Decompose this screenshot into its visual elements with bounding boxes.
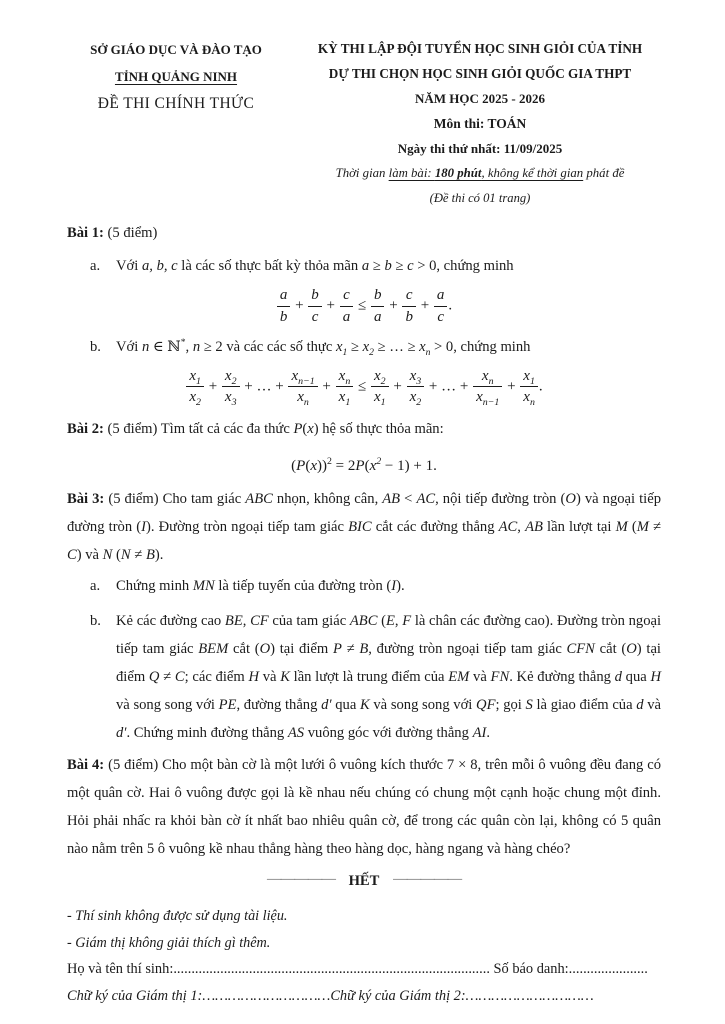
divider-rule-left: —————	[266, 871, 335, 888]
fraction: $\frac{c}{b}$	[402, 286, 416, 327]
fraction: $\frac{a}{c}$	[434, 286, 448, 327]
fraction: $\frac{x_2}{x_3}$	[222, 367, 240, 408]
item-marker: b.	[90, 338, 101, 355]
header	[67, 36, 661, 211]
item-text: Với a, b, c là các số thực bất kỳ thỏa mãn a ≥ b ≥ c > 0, chứng minh	[116, 258, 514, 274]
problem-3-statement: Bài 3: (5 điểm) Cho tam giác ABC nhọn, không cân, AB < AC, nội tiếp đường tròn (O) và ngoại tiếp đường tròn (I). Đường tròn ngoại tiếp tam giác BIC cắt các đường thẳng AC, AB lần lượt tại M (M ≠ C) và N (N ≠ B).	[67, 491, 662, 564]
issuing-authority-block	[67, 36, 285, 117]
note-no-materials: - Thí sinh không được sử dụng tài liệu.	[67, 908, 288, 925]
item-text: Với n ∈ ℕ*, n ≥ 2 và các các số thực $x_1 \ge x_2$ ≥ … ≥ $x_n > 0$, chứng minh	[116, 336, 531, 358]
problem-3-item-b	[90, 607, 661, 747]
fraction: $\frac{x_2}{x_1}$	[371, 367, 389, 408]
fraction: $\frac{x_1}{x_n}$	[520, 367, 538, 408]
problem-3-item-a	[90, 572, 661, 600]
problem-1-heading: Bài 1: (5 điểm)	[67, 225, 158, 241]
exam-info-block	[285, 36, 661, 211]
end-divider	[67, 867, 661, 895]
fraction: $\frac{c}{a}$	[340, 286, 354, 327]
page-count-note: (Đề thi có 01 trang)	[429, 191, 531, 205]
note-no-explanation: - Giám thị không giải thích gì thêm.	[67, 934, 271, 951]
item-text: Chứng minh MN là tiếp tuyến của đường tròn (I).	[116, 578, 405, 595]
item-marker: a.	[90, 258, 101, 274]
fraction: $\frac{x_n}{x_{n-1}}$	[473, 367, 502, 408]
exam-paper-type: ĐỀ THI CHÍNH THỨC	[97, 95, 255, 112]
province-name: TỈNH QUẢNG NINH	[114, 69, 238, 84]
problem-1a-formula: $\frac{a}{b}$ + $\frac{b}{c}$ + $\frac{c}{a}$ ≤ $\frac{b}{a}$ + $\frac{c}{b}$ + $\frac{a}{c}$ .	[67, 286, 661, 327]
fraction: $\frac{x_1}{x_2}$	[186, 367, 204, 408]
exam-date-line: Ngày thi thứ nhất: 11/09/2025	[397, 141, 563, 156]
department-name: SỞ GIÁO DỤC VÀ ĐÀO TẠO	[90, 42, 262, 57]
end-label: HẾT	[348, 873, 380, 890]
candidate-name-line: Họ và tên thí sinh:........................................................................................ Số báo danh:......................	[67, 961, 648, 978]
exam-title-line-2: DỰ THI CHỌN HỌC SINH GIỎI QUỐC GIA THPT	[328, 66, 632, 81]
item-marker: b.	[90, 613, 101, 630]
problem-1-item-b	[90, 333, 661, 361]
problem-1b-formula: $\frac{x_1}{x_2}$ + $\frac{x_2}{x_3}$ + … + $\frac{x_{n-1}}{x_n}$ + $\frac{x_n}{x_1}$ ≤ $\frac{x_2}{x_1}$ + $\frac{x_3}{x_2}$ + … + $\frac{x_n}{x_{n-1}}$ + $\frac{x_1}{x_n}$ .	[67, 367, 661, 408]
duration-line: Thời gian làm bài: 180 phút, không kể thời gian phát đề	[335, 166, 625, 180]
fraction: $\frac{b}{c}$	[308, 286, 322, 327]
fraction: $\frac{b}{a}$	[371, 286, 385, 327]
problem-2-formula: $(P(x))^2 = 2P(x^2 - 1) + 1$.	[291, 456, 437, 475]
item-text: Kẻ các đường cao BE, CF của tam giác ABC (E, F là chân các đường cao). Đường tròn ngoại tiếp tam giác BEM cắt (O) tại điểm P ≠ B, đường tròn ngoại tiếp tam giác CFN cắt (O) tại điểm Q ≠ C; các điểm H và K lần lượt là trung điểm của EM và FN. Kẻ đường thẳng d qua H và song song với PE, đường thẳng d′ qua K và song song với QF; gọi S là giao điểm của d và d′. Chứng minh đường thẳng AS vuông góc với đường thẳng AI.	[116, 613, 662, 742]
exam-body	[67, 219, 661, 1010]
exam-title-line-1: KỲ THI LẬP ĐỘI TUYỂN HỌC SINH GIỎI CỦA TỈNH	[317, 41, 643, 56]
fraction: $\frac{x_{n-1}}{x_n}$	[288, 367, 317, 408]
fraction: $\frac{x_3}{x_2}$	[407, 367, 425, 408]
subject-line: Môn thi: TOÁN	[433, 116, 527, 131]
problem-1-item-a	[90, 252, 661, 280]
footer-notes	[67, 903, 661, 956]
school-year: NĂM HỌC 2025 - 2026	[415, 91, 545, 106]
problem-4-statement: Bài 4: (5 điểm) Cho một bàn cờ là một lưới ô vuông kích thước 7 × 8, trên mỗi ô vuông đều đang có một quân cờ. Hai ô vuông được gọi là kề nhau nếu chúng có chung một cạnh hoặc chung một đỉnh. Hỏi phải nhấc ra khỏi bàn cờ ít nhất bao nhiêu quân cờ, để trong các quân còn lại, không có 5 quân nào nằm trên 5 ô vuông kề nhau thẳng hàng theo hàng dọc, hàng ngang và hàng chéo?	[67, 757, 662, 858]
fraction: $\frac{a}{b}$	[277, 286, 291, 327]
fraction: $\frac{x_n}{x_1}$	[336, 367, 354, 408]
problem-2-heading: Bài 2: (5 điểm) Tìm tất cả các đa thức P(x) hệ số thực thỏa mãn:	[67, 421, 444, 438]
proctor-signature-line: Chữ ký của Giám thị 1:…………………………Chữ ký của Giám thị 2:…………………………	[67, 988, 594, 1005]
divider-rule-right: —————	[393, 871, 462, 888]
item-marker: a.	[90, 578, 101, 595]
